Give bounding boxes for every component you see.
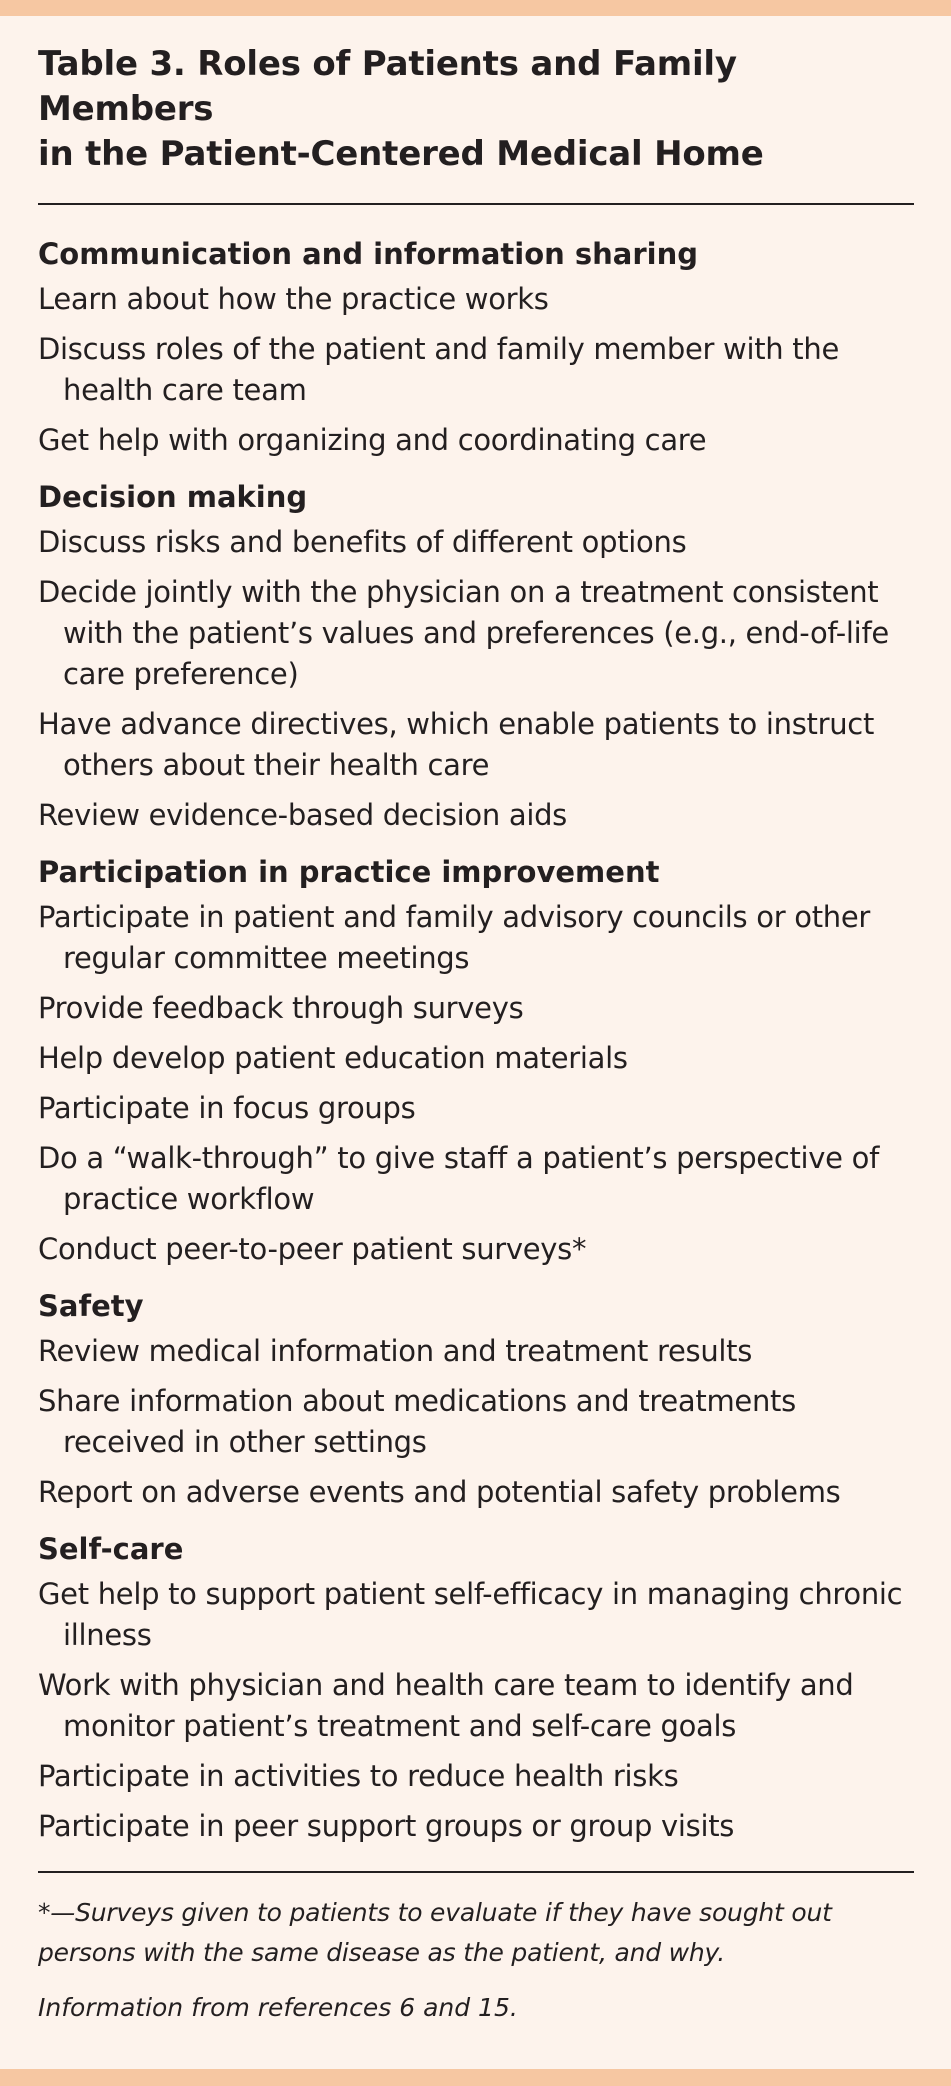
list-item: Share information about medications and treatments received in other settings — [38, 1384, 796, 1459]
section-practice-improvement — [38, 855, 914, 1270]
list-item: Decide jointly with the physician on a treatment consistent with the patient’s values and preferences (e.g., end-of-life care preference) — [38, 575, 889, 691]
list-item: Participate in activities to reduce health risks — [38, 1759, 679, 1793]
title-divider — [38, 203, 914, 205]
table-title-line-1: Table 3. Roles of Patients and Family Members — [38, 44, 737, 129]
list-item: Participate in patient and family advisory councils or other regular committee meetings — [38, 900, 871, 975]
section-heading: Safety — [38, 1289, 144, 1323]
list-item: Review evidence-based decision aids — [38, 798, 567, 832]
footer-divider — [38, 1871, 914, 1873]
table-title-line-2: in the Patient-Centered Medical Home — [38, 134, 764, 174]
section-heading: Self-care — [38, 1532, 184, 1566]
section-heading: Participation in practice improvement — [38, 855, 660, 889]
list-item: Do a “walk-through” to give staff a patient’s perspective of practice workflow — [38, 1141, 879, 1216]
section-self-care — [38, 1532, 914, 1847]
top-color-band — [0, 0, 951, 16]
bottom-color-band — [0, 2069, 951, 2086]
footnote: *—Surveys given to patients to evaluate if they have sought out persons with the same disease as the patient, and why. — [38, 1898, 832, 1967]
list-item: Provide feedback through surveys — [38, 991, 524, 1025]
list-item: Work with physician and health care team to identify and monitor patient’s treatment and self-care goals — [38, 1668, 854, 1743]
table-body — [38, 237, 914, 1847]
list-item: Discuss roles of the patient and family member with the health care team — [38, 332, 839, 407]
list-item: Participate in peer support groups or group visits — [38, 1809, 735, 1843]
list-item: Get help with organizing and coordinating care — [38, 423, 707, 457]
list-item: Report on adverse events and potential safety problems — [38, 1475, 841, 1509]
section-heading: Decision making — [38, 480, 308, 514]
list-item: Review medical information and treatment results — [38, 1334, 753, 1368]
list-item: Discuss risks and benefits of different options — [38, 525, 687, 559]
list-item: Learn about how the practice works — [38, 282, 549, 316]
list-item: Get help to support patient self-efficacy in managing chronic illness — [38, 1577, 903, 1652]
section-communication — [38, 237, 914, 461]
list-item: Participate in focus groups — [38, 1091, 416, 1125]
list-item: Have advance directives, which enable patients to instruct others about their health care — [38, 707, 875, 782]
list-item: Conduct peer-to-peer patient surveys* — [38, 1232, 587, 1266]
table-title — [38, 42, 914, 177]
section-decision-making — [38, 480, 914, 836]
source-note: Information from references 6 and 15. — [38, 1993, 518, 2022]
table-panel — [38, 42, 914, 2028]
section-safety — [38, 1289, 914, 1513]
list-item: Help develop patient education materials — [38, 1041, 628, 1075]
section-heading: Communication and information sharing — [38, 237, 698, 271]
